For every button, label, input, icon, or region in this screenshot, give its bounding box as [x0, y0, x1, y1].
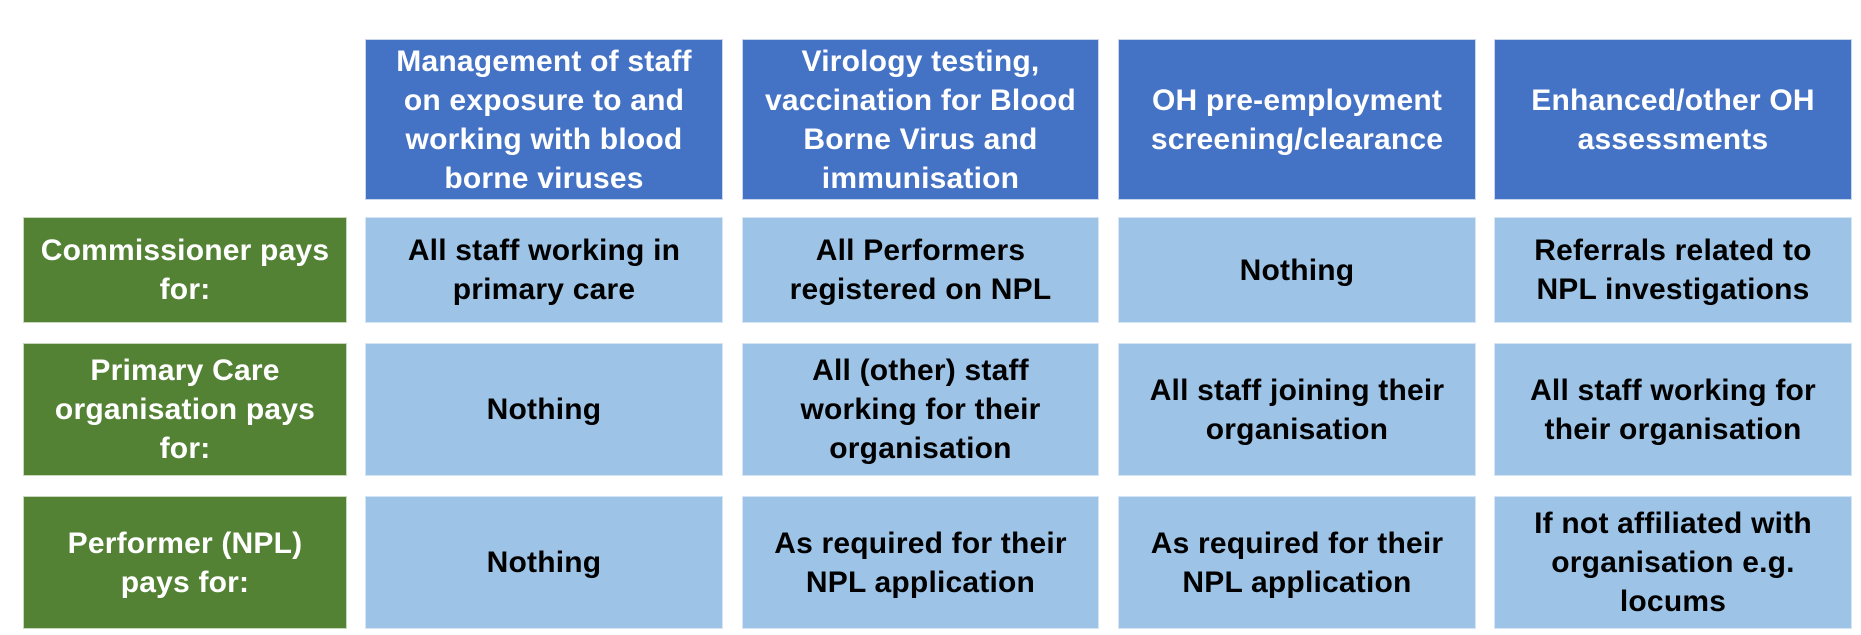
column-header-label: Management of staff on exposure to and working with blood borne viruses: [396, 44, 692, 195]
table-cell-text: All staff working in primary care: [407, 234, 681, 306]
table-cell-text: Referrals related to NPL investigations: [1534, 234, 1812, 306]
table-cell: [1494, 217, 1852, 323]
table-cell: [1494, 343, 1852, 476]
table-cell: [1118, 343, 1476, 476]
column-header-label: Virology testing, vaccination for Blood Borne Virus and immunisation: [765, 44, 1076, 195]
table-cell: [742, 217, 1099, 323]
row-header-primary-care: [23, 343, 347, 476]
table-cell-text: All Performers registered on NPL: [789, 234, 1052, 306]
row-header-performer: [23, 496, 347, 629]
row-header-commissioner: [23, 217, 347, 323]
table-cell-text: Nothing: [486, 546, 602, 579]
table-cell-text: As required for their NPL application: [774, 526, 1067, 599]
column-header-virology-testing: [742, 39, 1099, 200]
table-cell: [742, 343, 1099, 476]
table-cell-text: All staff joining their organisation: [1149, 373, 1445, 446]
column-header-bbv-management: [365, 39, 723, 200]
column-header-enhanced-oh: [1494, 39, 1852, 200]
table-cell: [1118, 496, 1476, 629]
table-cell: [1118, 217, 1476, 323]
table-cell: [742, 496, 1099, 629]
table-cell-text: Nothing: [486, 393, 602, 426]
table-cell: [365, 343, 723, 476]
table-cell: [1494, 496, 1852, 629]
table-cell-text: If not affiliated with organisation e.g. locums: [1534, 507, 1812, 618]
table-cell-text: As required for their NPL application: [1150, 526, 1444, 599]
table-cell-text: Nothing: [1239, 253, 1355, 287]
column-header-label: Enhanced/other OH assessments: [1531, 83, 1815, 156]
table-cell-text: All (other) staff working for their organisation: [800, 354, 1041, 465]
column-header-oh-pre-employment: [1118, 39, 1476, 200]
table-cell: [365, 496, 723, 629]
row-header-label: Primary Care organisation pays for:: [54, 354, 316, 465]
row-header-label: Performer (NPL) pays for:: [67, 526, 303, 599]
column-header-label: OH pre-employment screening/clearance: [1150, 83, 1444, 156]
table-cell-text: All staff working for their organisation: [1530, 373, 1816, 446]
table-cell: [365, 217, 723, 323]
row-header-label: Commissioner pays for:: [40, 234, 330, 306]
